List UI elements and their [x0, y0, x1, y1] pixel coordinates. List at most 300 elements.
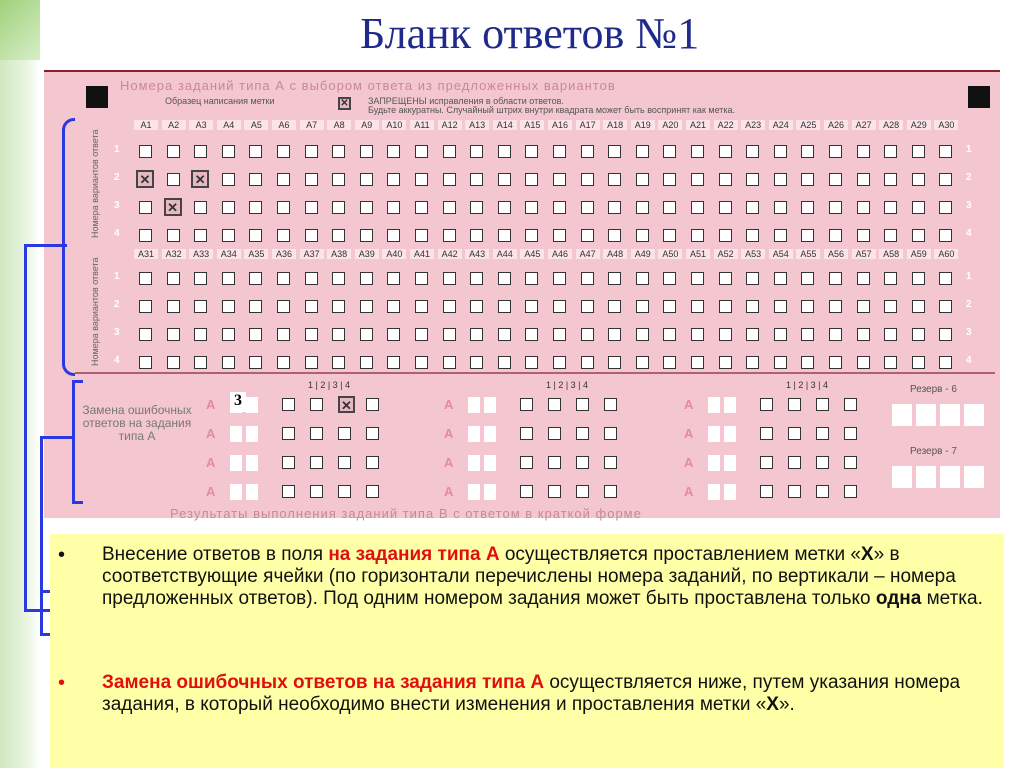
answer-checkbox[interactable]: [912, 145, 925, 158]
answer-checkbox[interactable]: [222, 145, 235, 158]
answer-checkbox[interactable]: [608, 328, 621, 341]
task-number-field[interactable]: [246, 397, 258, 413]
answer-checkbox[interactable]: [746, 356, 759, 369]
answer-checkbox[interactable]: [167, 356, 180, 369]
answer-checkbox[interactable]: [194, 328, 207, 341]
answer-checkbox[interactable]: [829, 201, 842, 214]
answer-checkbox[interactable]: [939, 229, 952, 242]
answer-checkbox[interactable]: [525, 300, 538, 313]
answer-checkbox[interactable]: [719, 300, 732, 313]
answer-checkbox[interactable]: [277, 201, 290, 214]
answer-checkbox[interactable]: [387, 328, 400, 341]
task-number-field[interactable]: [484, 397, 496, 413]
answer-checkbox[interactable]: [498, 145, 511, 158]
answer-checkbox[interactable]: [194, 201, 207, 214]
answer-checkbox[interactable]: [415, 229, 428, 242]
answer-checkbox[interactable]: [443, 356, 456, 369]
answer-checkbox[interactable]: [719, 201, 732, 214]
answer-checkbox[interactable]: [194, 229, 207, 242]
answer-checkbox[interactable]: [857, 300, 870, 313]
answer-checkbox[interactable]: [305, 300, 318, 313]
answer-checkbox[interactable]: [415, 300, 428, 313]
answer-checkbox[interactable]: [774, 356, 787, 369]
answer-checkbox[interactable]: [470, 272, 483, 285]
answer-checkbox[interactable]: [636, 300, 649, 313]
replace-checkbox[interactable]: [788, 456, 801, 469]
answer-checkbox[interactable]: [829, 272, 842, 285]
answer-checkbox[interactable]: [636, 272, 649, 285]
answer-checkbox[interactable]: [581, 300, 594, 313]
answer-checkbox[interactable]: [415, 356, 428, 369]
replace-checkbox[interactable]: [844, 398, 857, 411]
reserve-field[interactable]: [964, 404, 984, 426]
answer-checkbox[interactable]: [360, 201, 373, 214]
task-number-field[interactable]: [708, 397, 720, 413]
answer-checkbox[interactable]: [443, 145, 456, 158]
answer-checkbox[interactable]: [691, 328, 704, 341]
reserve-field[interactable]: [892, 466, 912, 488]
answer-checkbox[interactable]: [194, 272, 207, 285]
answer-checkbox[interactable]: [663, 173, 676, 186]
answer-checkbox[interactable]: [305, 328, 318, 341]
answer-checkbox[interactable]: [884, 356, 897, 369]
reserve-field[interactable]: [940, 404, 960, 426]
answer-checkbox[interactable]: [746, 328, 759, 341]
answer-checkbox[interactable]: [525, 229, 538, 242]
answer-checkbox[interactable]: [415, 201, 428, 214]
answer-checkbox[interactable]: [553, 300, 566, 313]
answer-checkbox[interactable]: [801, 356, 814, 369]
answer-checkbox[interactable]: [636, 356, 649, 369]
answer-checkbox[interactable]: [360, 145, 373, 158]
answer-checkbox[interactable]: [360, 300, 373, 313]
replace-checkbox[interactable]: [576, 398, 589, 411]
answer-checkbox[interactable]: [387, 145, 400, 158]
answer-checkbox[interactable]: [222, 201, 235, 214]
answer-checkbox[interactable]: [608, 173, 621, 186]
answer-checkbox[interactable]: [222, 300, 235, 313]
answer-checkbox[interactable]: [939, 173, 952, 186]
answer-checkbox[interactable]: [360, 272, 373, 285]
answer-checkbox[interactable]: [719, 173, 732, 186]
answer-checkbox[interactable]: [470, 300, 483, 313]
replace-checkbox[interactable]: [760, 456, 773, 469]
replace-checkbox[interactable]: [310, 427, 323, 440]
replace-checkbox[interactable]: [816, 398, 829, 411]
answer-checkbox[interactable]: [912, 272, 925, 285]
answer-checkbox[interactable]: [939, 300, 952, 313]
answer-checkbox[interactable]: [663, 201, 676, 214]
answer-checkbox[interactable]: [305, 145, 318, 158]
answer-checkbox[interactable]: [691, 201, 704, 214]
replace-checkbox[interactable]: [604, 456, 617, 469]
answer-checkbox[interactable]: [663, 272, 676, 285]
answer-checkbox[interactable]: [167, 328, 180, 341]
answer-checkbox[interactable]: [498, 201, 511, 214]
replace-checkbox[interactable]: [520, 456, 533, 469]
replace-checkbox[interactable]: [760, 427, 773, 440]
answer-checkbox[interactable]: [829, 328, 842, 341]
answer-checkbox[interactable]: [139, 145, 152, 158]
answer-checkbox[interactable]: [332, 173, 345, 186]
answer-checkbox[interactable]: [332, 356, 345, 369]
answer-checkbox[interactable]: [608, 229, 621, 242]
answer-checkbox[interactable]: [443, 300, 456, 313]
replace-checkbox[interactable]: [548, 398, 561, 411]
answer-checkbox[interactable]: [332, 201, 345, 214]
task-number-field[interactable]: [468, 484, 480, 500]
task-number-field[interactable]: [246, 455, 258, 471]
answer-checkbox[interactable]: [691, 173, 704, 186]
replace-checkbox[interactable]: [844, 427, 857, 440]
replace-checkbox[interactable]: [282, 398, 295, 411]
answer-checkbox[interactable]: [857, 328, 870, 341]
task-number-field[interactable]: [708, 484, 720, 500]
answer-checkbox[interactable]: [525, 356, 538, 369]
answer-checkbox[interactable]: [139, 229, 152, 242]
answer-checkbox[interactable]: [581, 201, 594, 214]
task-number-field[interactable]: [468, 397, 480, 413]
answer-checkbox[interactable]: [553, 229, 566, 242]
replace-checkbox[interactable]: [520, 427, 533, 440]
answer-checkbox[interactable]: [608, 145, 621, 158]
replace-checkbox[interactable]: [282, 456, 295, 469]
answer-checkbox[interactable]: [774, 201, 787, 214]
answer-checkbox[interactable]: [746, 145, 759, 158]
replace-checkbox[interactable]: [816, 427, 829, 440]
replace-checkbox[interactable]: [576, 427, 589, 440]
answer-checkbox[interactable]: [719, 272, 732, 285]
answer-checkbox[interactable]: [553, 201, 566, 214]
replace-checkbox[interactable]: [366, 456, 379, 469]
reserve-field[interactable]: [940, 466, 960, 488]
answer-checkbox[interactable]: [470, 201, 483, 214]
answer-checkbox[interactable]: [829, 173, 842, 186]
task-number-field[interactable]: [724, 397, 736, 413]
replace-checkbox[interactable]: [816, 485, 829, 498]
replace-checkbox[interactable]: [576, 456, 589, 469]
answer-checkbox[interactable]: [801, 300, 814, 313]
task-number-field[interactable]: [246, 426, 258, 442]
answer-checkbox[interactable]: [829, 145, 842, 158]
answer-checkbox[interactable]: [746, 201, 759, 214]
answer-checkbox[interactable]: [360, 173, 373, 186]
answer-checkbox[interactable]: [912, 201, 925, 214]
answer-checkbox[interactable]: [443, 272, 456, 285]
answer-checkbox[interactable]: [581, 145, 594, 158]
answer-checkbox[interactable]: [636, 328, 649, 341]
answer-checkbox[interactable]: [912, 328, 925, 341]
answer-checkbox[interactable]: [443, 229, 456, 242]
task-number-field[interactable]: [484, 484, 496, 500]
answer-checkbox[interactable]: [801, 201, 814, 214]
replace-checkbox[interactable]: [788, 398, 801, 411]
answer-checkbox[interactable]: [553, 328, 566, 341]
answer-checkbox[interactable]: [387, 272, 400, 285]
answer-checkbox[interactable]: [663, 356, 676, 369]
answer-checkbox[interactable]: [719, 328, 732, 341]
answer-checkbox[interactable]: [884, 300, 897, 313]
answer-checkbox[interactable]: [774, 145, 787, 158]
answer-checkbox[interactable]: [912, 356, 925, 369]
answer-checkbox[interactable]: [663, 145, 676, 158]
task-number-field[interactable]: [230, 484, 242, 500]
answer-checkbox[interactable]: [939, 201, 952, 214]
answer-checkbox[interactable]: [139, 328, 152, 341]
answer-checkbox[interactable]: [305, 173, 318, 186]
replace-checkbox[interactable]: [576, 485, 589, 498]
answer-checkbox[interactable]: [305, 356, 318, 369]
answer-checkbox[interactable]: [525, 173, 538, 186]
answer-checkbox[interactable]: [857, 173, 870, 186]
answer-checkbox[interactable]: [443, 328, 456, 341]
answer-checkbox[interactable]: [249, 300, 262, 313]
answer-checkbox[interactable]: [443, 201, 456, 214]
answer-checkbox[interactable]: [498, 356, 511, 369]
answer-checkbox[interactable]: [222, 356, 235, 369]
answer-checkbox[interactable]: [608, 201, 621, 214]
answer-checkbox[interactable]: [194, 356, 207, 369]
answer-checkbox[interactable]: [525, 272, 538, 285]
task-number-field[interactable]: [468, 426, 480, 442]
answer-checkbox[interactable]: [222, 328, 235, 341]
answer-checkbox[interactable]: [167, 272, 180, 285]
answer-checkbox[interactable]: [360, 356, 373, 369]
answer-checkbox[interactable]: [387, 229, 400, 242]
replace-checkbox[interactable]: [520, 485, 533, 498]
answer-checkbox[interactable]: [801, 145, 814, 158]
answer-checkbox[interactable]: [939, 272, 952, 285]
replace-checkbox[interactable]: [844, 456, 857, 469]
reserve-field[interactable]: [964, 466, 984, 488]
answer-checkbox[interactable]: [746, 173, 759, 186]
answer-checkbox[interactable]: [249, 145, 262, 158]
answer-checkbox-marked[interactable]: ✕: [136, 170, 154, 188]
answer-checkbox[interactable]: [719, 356, 732, 369]
answer-checkbox[interactable]: [139, 300, 152, 313]
answer-checkbox[interactable]: [884, 272, 897, 285]
answer-checkbox[interactable]: [801, 272, 814, 285]
task-number-field[interactable]: [484, 455, 496, 471]
answer-checkbox[interactable]: [691, 145, 704, 158]
answer-checkbox[interactable]: [746, 229, 759, 242]
answer-checkbox[interactable]: [415, 145, 428, 158]
answer-checkbox[interactable]: [581, 328, 594, 341]
answer-checkbox[interactable]: [167, 145, 180, 158]
task-number-field[interactable]: [468, 455, 480, 471]
answer-checkbox[interactable]: [525, 328, 538, 341]
answer-checkbox[interactable]: [249, 328, 262, 341]
answer-checkbox[interactable]: [553, 173, 566, 186]
answer-checkbox[interactable]: [663, 229, 676, 242]
replace-checkbox[interactable]: [310, 485, 323, 498]
answer-checkbox[interactable]: [222, 173, 235, 186]
task-number-field[interactable]: [724, 455, 736, 471]
replace-checkbox[interactable]: [604, 485, 617, 498]
answer-checkbox[interactable]: [719, 145, 732, 158]
replace-checkbox[interactable]: [282, 485, 295, 498]
answer-checkbox[interactable]: [691, 356, 704, 369]
answer-checkbox[interactable]: [746, 300, 759, 313]
answer-checkbox[interactable]: [387, 356, 400, 369]
replace-checkbox[interactable]: [816, 456, 829, 469]
answer-checkbox[interactable]: [857, 145, 870, 158]
answer-checkbox[interactable]: [636, 229, 649, 242]
answer-checkbox[interactable]: [636, 173, 649, 186]
answer-checkbox[interactable]: [249, 272, 262, 285]
answer-checkbox[interactable]: [581, 173, 594, 186]
answer-checkbox[interactable]: [746, 272, 759, 285]
answer-checkbox[interactable]: [525, 145, 538, 158]
answer-checkbox[interactable]: [470, 173, 483, 186]
answer-checkbox[interactable]: [691, 272, 704, 285]
answer-checkbox[interactable]: [249, 173, 262, 186]
answer-checkbox[interactable]: [277, 272, 290, 285]
answer-checkbox[interactable]: [305, 229, 318, 242]
replace-checkbox[interactable]: [604, 398, 617, 411]
answer-checkbox[interactable]: [498, 173, 511, 186]
answer-checkbox[interactable]: [719, 229, 732, 242]
replace-checkbox[interactable]: [310, 456, 323, 469]
task-number-field[interactable]: [708, 426, 720, 442]
answer-checkbox[interactable]: [360, 328, 373, 341]
answer-checkbox[interactable]: [498, 272, 511, 285]
answer-checkbox[interactable]: [498, 328, 511, 341]
answer-checkbox[interactable]: [470, 328, 483, 341]
answer-checkbox[interactable]: [636, 145, 649, 158]
answer-checkbox[interactable]: [801, 229, 814, 242]
answer-checkbox[interactable]: [801, 173, 814, 186]
answer-checkbox-marked[interactable]: ✕: [164, 198, 182, 216]
answer-checkbox[interactable]: [249, 229, 262, 242]
replace-checkbox[interactable]: [788, 485, 801, 498]
answer-checkbox[interactable]: [884, 173, 897, 186]
replace-checkbox[interactable]: [338, 456, 351, 469]
replace-checkbox[interactable]: [844, 485, 857, 498]
answer-checkbox[interactable]: [277, 300, 290, 313]
answer-checkbox[interactable]: [139, 356, 152, 369]
answer-checkbox[interactable]: [387, 201, 400, 214]
answer-checkbox[interactable]: [553, 145, 566, 158]
answer-checkbox[interactable]: [608, 356, 621, 369]
replace-checkbox[interactable]: [366, 427, 379, 440]
answer-checkbox[interactable]: [691, 229, 704, 242]
answer-checkbox[interactable]: [663, 328, 676, 341]
task-number-field[interactable]: [230, 426, 242, 442]
answer-checkbox[interactable]: [332, 145, 345, 158]
answer-checkbox[interactable]: [387, 300, 400, 313]
replace-checkbox-marked[interactable]: ✕: [338, 396, 355, 413]
replace-checkbox[interactable]: [282, 427, 295, 440]
task-number-field[interactable]: [724, 484, 736, 500]
answer-checkbox[interactable]: [387, 173, 400, 186]
answer-checkbox[interactable]: [939, 145, 952, 158]
answer-checkbox[interactable]: [525, 201, 538, 214]
answer-checkbox[interactable]: [581, 356, 594, 369]
answer-checkbox[interactable]: [167, 300, 180, 313]
answer-checkbox[interactable]: [470, 356, 483, 369]
answer-checkbox[interactable]: [277, 173, 290, 186]
answer-checkbox[interactable]: [443, 173, 456, 186]
answer-checkbox[interactable]: [581, 272, 594, 285]
replace-checkbox[interactable]: [760, 485, 773, 498]
answer-checkbox[interactable]: [332, 328, 345, 341]
answer-checkbox[interactable]: [553, 272, 566, 285]
answer-checkbox[interactable]: [857, 272, 870, 285]
answer-checkbox[interactable]: [360, 229, 373, 242]
answer-checkbox[interactable]: [470, 229, 483, 242]
answer-checkbox[interactable]: [884, 229, 897, 242]
answer-checkbox[interactable]: [884, 145, 897, 158]
replace-checkbox[interactable]: [548, 456, 561, 469]
answer-checkbox[interactable]: [139, 272, 152, 285]
answer-checkbox[interactable]: [663, 300, 676, 313]
answer-checkbox[interactable]: [498, 300, 511, 313]
replace-checkbox[interactable]: [760, 398, 773, 411]
answer-checkbox[interactable]: [277, 145, 290, 158]
answer-checkbox[interactable]: [415, 328, 428, 341]
answer-checkbox[interactable]: [249, 356, 262, 369]
answer-checkbox[interactable]: [498, 229, 511, 242]
replace-checkbox[interactable]: [366, 485, 379, 498]
answer-checkbox[interactable]: [857, 201, 870, 214]
answer-checkbox[interactable]: [939, 356, 952, 369]
answer-checkbox[interactable]: [691, 300, 704, 313]
replace-checkbox[interactable]: [548, 427, 561, 440]
answer-checkbox[interactable]: [222, 272, 235, 285]
task-number-field[interactable]: [724, 426, 736, 442]
replace-checkbox[interactable]: [338, 427, 351, 440]
reserve-field[interactable]: [916, 404, 936, 426]
replace-checkbox[interactable]: [788, 427, 801, 440]
answer-checkbox[interactable]: [553, 356, 566, 369]
answer-checkbox[interactable]: [167, 229, 180, 242]
answer-checkbox[interactable]: [608, 272, 621, 285]
answer-checkbox[interactable]: [939, 328, 952, 341]
answer-checkbox[interactable]: [774, 328, 787, 341]
answer-checkbox[interactable]: [332, 272, 345, 285]
answer-checkbox[interactable]: [857, 356, 870, 369]
answer-checkbox[interactable]: [332, 229, 345, 242]
answer-checkbox[interactable]: [829, 300, 842, 313]
answer-checkbox[interactable]: [222, 229, 235, 242]
answer-checkbox[interactable]: [912, 173, 925, 186]
answer-checkbox[interactable]: [305, 272, 318, 285]
replace-checkbox[interactable]: [366, 398, 379, 411]
answer-checkbox[interactable]: [857, 229, 870, 242]
answer-checkbox[interactable]: [470, 145, 483, 158]
answer-checkbox[interactable]: [829, 229, 842, 242]
answer-checkbox[interactable]: [774, 272, 787, 285]
answer-checkbox[interactable]: [774, 300, 787, 313]
replace-checkbox[interactable]: [604, 427, 617, 440]
answer-checkbox[interactable]: [829, 356, 842, 369]
answer-checkbox[interactable]: [194, 300, 207, 313]
answer-checkbox[interactable]: [774, 173, 787, 186]
answer-checkbox[interactable]: [581, 229, 594, 242]
answer-checkbox[interactable]: [801, 328, 814, 341]
task-number-field[interactable]: [708, 455, 720, 471]
task-number-field[interactable]: [230, 455, 242, 471]
answer-checkbox[interactable]: [415, 272, 428, 285]
reserve-field[interactable]: [916, 466, 936, 488]
answer-checkbox[interactable]: [912, 229, 925, 242]
answer-checkbox[interactable]: [277, 356, 290, 369]
answer-checkbox[interactable]: [305, 201, 318, 214]
answer-checkbox[interactable]: [277, 229, 290, 242]
answer-checkbox[interactable]: [774, 229, 787, 242]
answer-checkbox[interactable]: [912, 300, 925, 313]
